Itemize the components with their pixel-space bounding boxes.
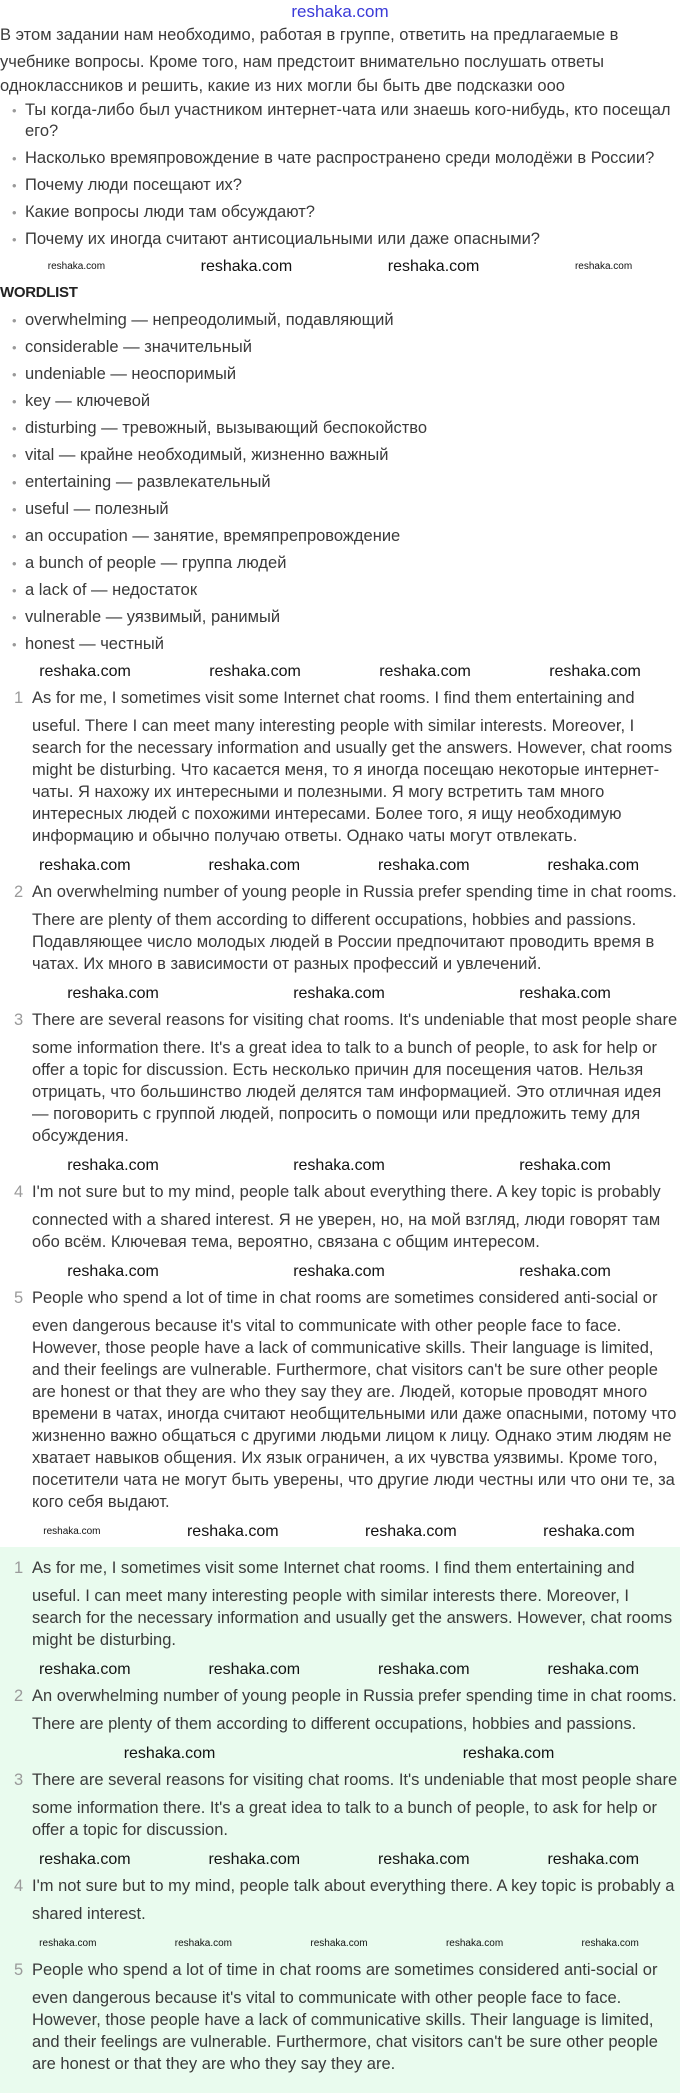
- wordlist: [12, 310, 672, 655]
- watermark: reshaka.com: [547, 857, 640, 874]
- watermark: reshaka.com: [377, 857, 470, 874]
- site-watermark-link[interactable]: reshaka.com: [291, 2, 389, 21]
- watermark-row: [0, 1659, 678, 1681]
- watermark: reshaka.com: [39, 663, 131, 680]
- wordlist-heading: WORDLIST: [0, 284, 78, 301]
- answer-paragraph: [0, 1287, 678, 1513]
- watermark-row: [0, 1521, 678, 1543]
- intro-line: учебнике вопросы. Кроме того, нам предстоит внимательно послушать ответы: [0, 53, 605, 71]
- word-item: • overwhelming — непреодолимый, подавляющий: [12, 310, 672, 331]
- word-item: • an occupation — занятие, времяпрепровождение: [12, 526, 672, 547]
- watermark: reshaka.com: [365, 1523, 457, 1540]
- watermark: reshaka.com: [387, 258, 480, 275]
- answer-number: 1: [14, 1559, 24, 1577]
- answer-paragraph: [0, 1769, 678, 1841]
- answer-first-line: As for me, I sometimes visit some Internet chat rooms. I find them entertaining and: [32, 689, 635, 707]
- answer-number: 4: [14, 1877, 24, 1895]
- watermark: reshaka.com: [462, 1745, 555, 1762]
- watermark: reshaka.com: [293, 1263, 385, 1280]
- answer-first-line: An overwhelming number of young people in Russia prefer spending time in chat rooms.: [32, 883, 677, 901]
- watermark-row: [0, 1849, 678, 1871]
- watermark-row: [0, 855, 678, 877]
- watermark: reshaka.com: [547, 1851, 640, 1868]
- watermark: reshaka.com: [543, 1523, 635, 1540]
- answer-text: useful. I can meet many interesting people with similar interests there. Moreover, I search for the necessary information and usually get the answers. However, chat rooms might be disturbing.: [32, 1587, 673, 1649]
- watermark: reshaka.com: [519, 1263, 611, 1280]
- answer-text: even dangerous because it's vital to communicate with other people face to face. However, those people have a lack of communicative skills. Their language is limited, and their feelings are vulnerable. Furthermore, chat visitors can't be sure other people are honest or that they are who they say they are. Людей, которые проводят много времени в чатах, иногда считают необщительными или даже опасными, потому что жизненно важно общаться с другими людьми лицом к лицу. Однако этим людям не хватает навыков общения. Их язык ограничен, а их чувства уязвимы. Кроме того, посетители чата не могут быть уверены, что другие люди честны или что они те, за кого себя выдают.: [32, 1317, 677, 1511]
- answer-paragraph: [0, 1959, 678, 2075]
- watermark: reshaka.com: [293, 985, 385, 1002]
- answer-text: useful. There I can meet many interesting people with similar interests. Moreover, I search for the necessary information and usually get the answers. However, chat rooms might be disturbing. Что касается меня, то я иногда посещаю некоторые интернет-чаты. Я нахожу их интересными и полезными. Я могу встретить там много интересных людей с похожими интересами. Более того, я ищу необходимую информацию и обычно получаю ответы. Однако чаты могут отвлекать.: [32, 717, 673, 845]
- word-item: • undeniable — неоспоримый: [12, 364, 672, 385]
- watermark: reshaka.com: [574, 261, 633, 272]
- watermark-row: [0, 1743, 678, 1765]
- watermark: reshaka.com: [293, 1157, 385, 1174]
- watermark: reshaka.com: [47, 261, 106, 272]
- watermark: reshaka.com: [519, 1157, 611, 1174]
- answer-first-line: There are several reasons for visiting chat rooms. It's undeniable that most people share: [32, 1771, 678, 1789]
- word-item: • vital — крайне необходимый, жизненно важный: [12, 445, 672, 466]
- word-item: • a bunch of people — группа людей: [12, 553, 672, 574]
- word-item: • key — ключевой: [12, 391, 672, 412]
- watermark: reshaka.com: [38, 1661, 131, 1678]
- answer-first-line: People who spend a lot of time in chat rooms are sometimes considered anti-social or: [32, 1961, 658, 1979]
- watermark-row: [0, 256, 680, 278]
- answer-number: 2: [14, 1687, 24, 1705]
- answer-text: shared interest.: [32, 1905, 146, 1923]
- watermark: reshaka.com: [123, 1745, 216, 1762]
- word-item: • disturbing — тревожный, вызывающий беспокойство: [12, 418, 672, 439]
- watermark: reshaka.com: [67, 1263, 159, 1280]
- watermark-row: [0, 983, 678, 1005]
- watermark: reshaka.com: [519, 985, 611, 1002]
- answer-paragraph: [0, 1557, 678, 1651]
- watermark-row: [0, 1261, 678, 1283]
- answer-text: There are plenty of them according to different occupations, hobbies and passions.: [32, 1715, 637, 1733]
- watermark-row: [0, 661, 680, 683]
- answer-text: connected with a shared interest. Я не уверен, но, на мой взгляд, люди говорят там обо всём. Ключевая тема, вероятно, связана с общим интересом.: [32, 1211, 661, 1251]
- watermark: reshaka.com: [209, 663, 301, 680]
- answer-text: There are plenty of them according to different occupations, hobbies and passions. Подавляющее число молодых людей в России предпочитают проводить время в чатах. Их много в зависимости от разных профессий и увлечений.: [32, 911, 655, 973]
- answer-number: 3: [14, 1771, 24, 1789]
- answer-paragraph: [0, 687, 678, 847]
- watermark: reshaka.com: [39, 1938, 97, 1949]
- answer-number: 5: [14, 1289, 24, 1307]
- answer-number: 3: [14, 1011, 24, 1029]
- question-item: • Почему их иногда считают антисоциальными или даже опасными?: [12, 229, 672, 250]
- answer-first-line: There are several reasons for visiting chat rooms. It's undeniable that most people share: [32, 1011, 678, 1029]
- watermark: reshaka.com: [174, 1938, 233, 1949]
- answer-text: even dangerous because it's vital to communicate with other people face to face. However, those people have a lack of communicative skills. Their language is limited, and their feelings are vulnerable. Furthermore, chat visitors can't be sure other people are honest or that they are who they say they are.: [32, 1989, 658, 2073]
- answer-first-line: As for me, I sometimes visit some Internet chat rooms. I find them entertaining and: [32, 1559, 635, 1577]
- question-item: • Почему люди посещают их?: [12, 175, 672, 196]
- english-answers-panel: [0, 1547, 680, 2093]
- watermark: reshaka.com: [208, 1851, 301, 1868]
- watermark: reshaka.com: [445, 1938, 504, 1949]
- watermark-row: [0, 1155, 678, 1177]
- answer-paragraph: [0, 1875, 678, 1925]
- answer-first-line: An overwhelming number of young people in Russia prefer spending time in chat rooms.: [32, 1687, 677, 1705]
- watermark: reshaka.com: [208, 857, 301, 874]
- answer-first-line: People who spend a lot of time in chat rooms are sometimes considered anti-social or: [32, 1289, 658, 1307]
- answers-bilingual: [0, 687, 678, 1543]
- word-item: • entertaining — развлекательный: [12, 472, 672, 493]
- watermark: reshaka.com: [43, 1526, 101, 1537]
- intro-line-cut: одноклассников и решить, какие из них могли бы быть две подсказки ооо: [0, 77, 565, 95]
- answer-paragraph: [0, 881, 678, 975]
- intro-line: В этом задании нам необходимо, работая в группе, ответить на предлагаемые в: [0, 26, 619, 44]
- answer-text: some information there. It's a great idea to talk to a bunch of people, to ask for help or offer a topic for discussion.: [32, 1799, 658, 1839]
- watermark: reshaka.com: [67, 1157, 159, 1174]
- watermark: reshaka.com: [38, 1851, 131, 1868]
- answer-number: 1: [14, 689, 24, 707]
- question-item: • Ты когда-либо был участником интернет-чата или знаешь кого-нибудь, кто посещал его?: [12, 100, 672, 142]
- questions-list: [12, 100, 672, 250]
- word-item: • considerable — значительный: [12, 337, 672, 358]
- watermark: reshaka.com: [200, 258, 293, 275]
- intro-paragraph: [0, 22, 670, 96]
- answer-first-line: I'm not sure but to my mind, people talk about everything there. A key topic is probably a: [32, 1877, 675, 1895]
- answer-paragraph: [0, 1685, 678, 1735]
- question-item: • Какие вопросы люди там обсуждают?: [12, 202, 672, 223]
- answer-text: some information there. It's a great idea to talk to a bunch of people, to ask for help or offer a topic for discussion. Есть несколько причин для посещения чатов. Нельзя отрицать, что большинство людей делятся там информацией. Это отличная идея — поговорить с группой людей, попросить о помощи или предложить тему для обсуждения.: [32, 1039, 662, 1145]
- watermark: reshaka.com: [310, 1938, 368, 1949]
- answer-first-line: I'm not sure but to my mind, people talk about everything there. A key topic is probably: [32, 1183, 661, 1201]
- watermark: reshaka.com: [208, 1661, 301, 1678]
- watermark: reshaka.com: [581, 1938, 639, 1949]
- answer-number: 5: [14, 1961, 24, 1979]
- word-item: • vulnerable — уязвимый, ранимый: [12, 607, 672, 628]
- question-item: • Насколько времяпровождение в чате распространено среди молодёжи в России?: [12, 148, 672, 169]
- answers-english: [0, 1557, 678, 2075]
- word-item: • honest — честный: [12, 634, 672, 655]
- watermark: reshaka.com: [377, 1851, 470, 1868]
- answer-number: 4: [14, 1183, 24, 1201]
- answer-paragraph: [0, 1181, 678, 1253]
- word-item: • useful — полезный: [12, 499, 672, 520]
- watermark: reshaka.com: [38, 857, 131, 874]
- answer-paragraph: [0, 1009, 678, 1147]
- watermark: reshaka.com: [67, 985, 159, 1002]
- watermark: reshaka.com: [186, 1523, 279, 1540]
- watermark: reshaka.com: [547, 1661, 640, 1678]
- watermark: reshaka.com: [377, 1661, 470, 1678]
- answer-number: 2: [14, 883, 24, 901]
- watermark-row: [0, 1933, 678, 1955]
- watermark: reshaka.com: [379, 663, 471, 680]
- word-item: • a lack of — недостаток: [12, 580, 672, 601]
- watermark: reshaka.com: [549, 663, 641, 680]
